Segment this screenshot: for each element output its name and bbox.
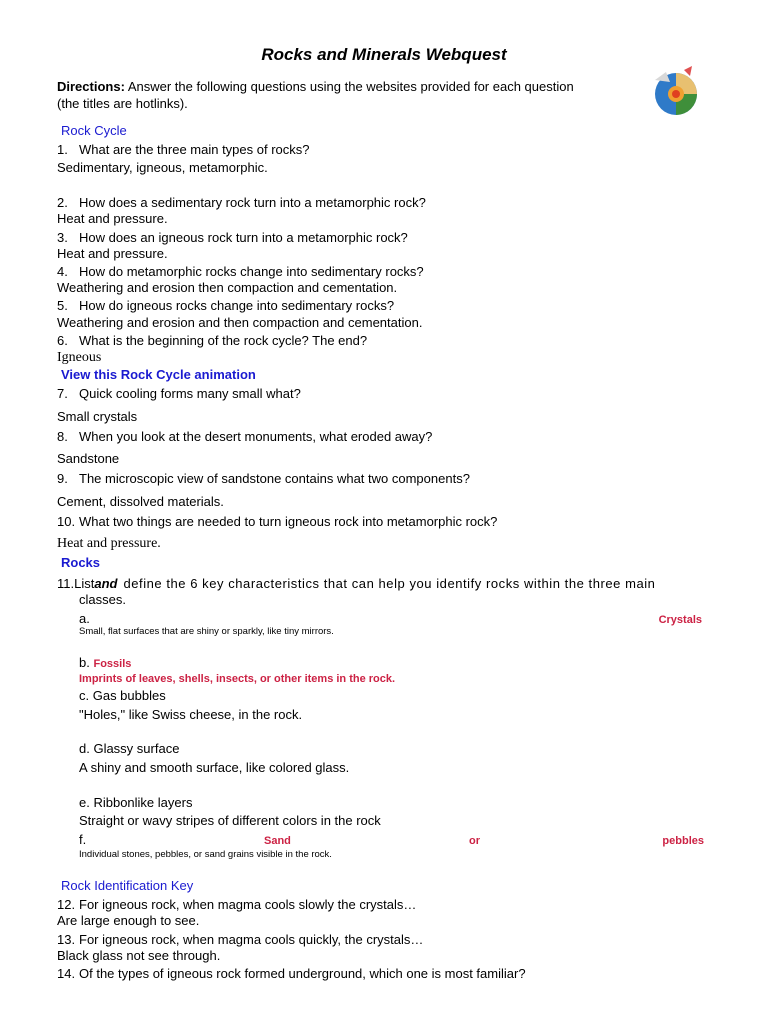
- q11-list: List: [74, 576, 95, 591]
- answer-2: Heat and pressure.: [57, 211, 168, 226]
- question-4: 4. How do metamorphic rocks change into sedimentary rocks?: [57, 264, 424, 279]
- globe-icon: [646, 62, 702, 118]
- question-5: 5. How do igneous rocks change into sedimentary rocks?: [57, 298, 395, 313]
- char-d-def: A shiny and smooth surface, like colored glass.: [79, 760, 350, 775]
- question-12: 12. For igneous rock, when magma cools slowly the crystals…: [57, 897, 417, 912]
- q11-line2: classes.: [79, 592, 126, 607]
- link-rock-cycle[interactable]: Rock Cycle: [61, 123, 127, 138]
- char-a-def: Small, flat surfaces that are shiny or sparkly, like tiny mirrors.: [79, 626, 334, 637]
- answer-7: Small crystals: [57, 409, 138, 424]
- question-8: 8. When you look at the desert monuments, what eroded away?: [57, 429, 433, 444]
- answer-12: Are large enough to see.: [57, 913, 200, 928]
- char-f-letter: f.: [79, 832, 87, 847]
- answer-8: Sandstone: [57, 451, 120, 466]
- directions-text-2: (the titles are hotlinks).: [57, 96, 188, 111]
- char-a-name: Crystals: [658, 614, 702, 626]
- question-10: 10. What two things are needed to turn igneous rock into metamorphic rock?: [57, 514, 498, 529]
- q11-rest: define the 6 key characteristics that can help you identify rocks within the three main: [123, 576, 656, 591]
- link-rocks[interactable]: Rocks: [61, 555, 101, 570]
- question-9: 9. The microscopic view of sandstone contains what two components?: [57, 471, 470, 486]
- answer-10: Heat and pressure.: [57, 536, 161, 551]
- answer-5: Weathering and erosion and then compaction and cementation.: [57, 315, 423, 330]
- char-f-word-3: pebbles: [662, 835, 704, 847]
- question-14: 14. Of the types of igneous rock formed underground, which one is most familiar?: [57, 966, 526, 981]
- q11-and: and: [94, 576, 118, 591]
- directions-text-1: Answer the following questions using the websites provided for each question: [127, 79, 574, 94]
- char-a-letter: a.: [79, 611, 90, 626]
- question-1: 1. What are the three main types of rocks?: [57, 142, 310, 157]
- answer-6: Igneous: [57, 350, 102, 365]
- link-rock-cycle-animation[interactable]: View this Rock Cycle animation: [61, 367, 256, 382]
- char-f-def: Individual stones, pebbles, or sand grains visible in the rock.: [79, 849, 332, 860]
- page-title: Rocks and Minerals Webquest: [261, 45, 507, 64]
- question-3: 3. How does an igneous rock turn into a metamorphic rock?: [57, 230, 408, 245]
- directions: [57, 79, 574, 95]
- char-c-def: "Holes," like Swiss cheese, in the rock.: [79, 707, 303, 722]
- char-b-row: [79, 655, 131, 672]
- char-e-letter: e. Ribbonlike layers: [79, 795, 193, 810]
- char-b-letter: b.: [79, 655, 90, 670]
- char-b-def: Imprints of leaves, shells, insects, or other items in the rock.: [79, 673, 396, 685]
- char-e-def: Straight or wavy stripes of different colors in the rock: [79, 813, 381, 828]
- question-11: [57, 576, 702, 608]
- link-rock-identification-key[interactable]: Rock Identification Key: [61, 878, 194, 893]
- char-b-name: Fossils: [93, 658, 132, 670]
- answer-3: Heat and pressure.: [57, 246, 168, 261]
- q11-number: 11.: [57, 576, 75, 591]
- answer-9: Cement, dissolved materials.: [57, 494, 224, 509]
- directions-label: Directions:: [57, 79, 125, 94]
- answer-1: Sedimentary, igneous, metamorphic.: [57, 160, 268, 175]
- question-7: 7. Quick cooling forms many small what?: [57, 386, 301, 401]
- question-6: 6. What is the beginning of the rock cycle? The end?: [57, 333, 368, 348]
- question-2: 2. How does a sedimentary rock turn into a metamorphic rock?: [57, 195, 426, 210]
- answer-13: Black glass not see through.: [57, 948, 221, 963]
- char-f-word-2: or: [469, 835, 480, 847]
- answer-4: Weathering and erosion then compaction and cementation.: [57, 280, 398, 295]
- char-d-letter: d. Glassy surface: [79, 741, 180, 756]
- char-c-letter: c. Gas bubbles: [79, 688, 166, 703]
- char-f-word-1: Sand: [264, 835, 291, 847]
- question-13: 13. For igneous rock, when magma cools quickly, the crystals…: [57, 932, 424, 947]
